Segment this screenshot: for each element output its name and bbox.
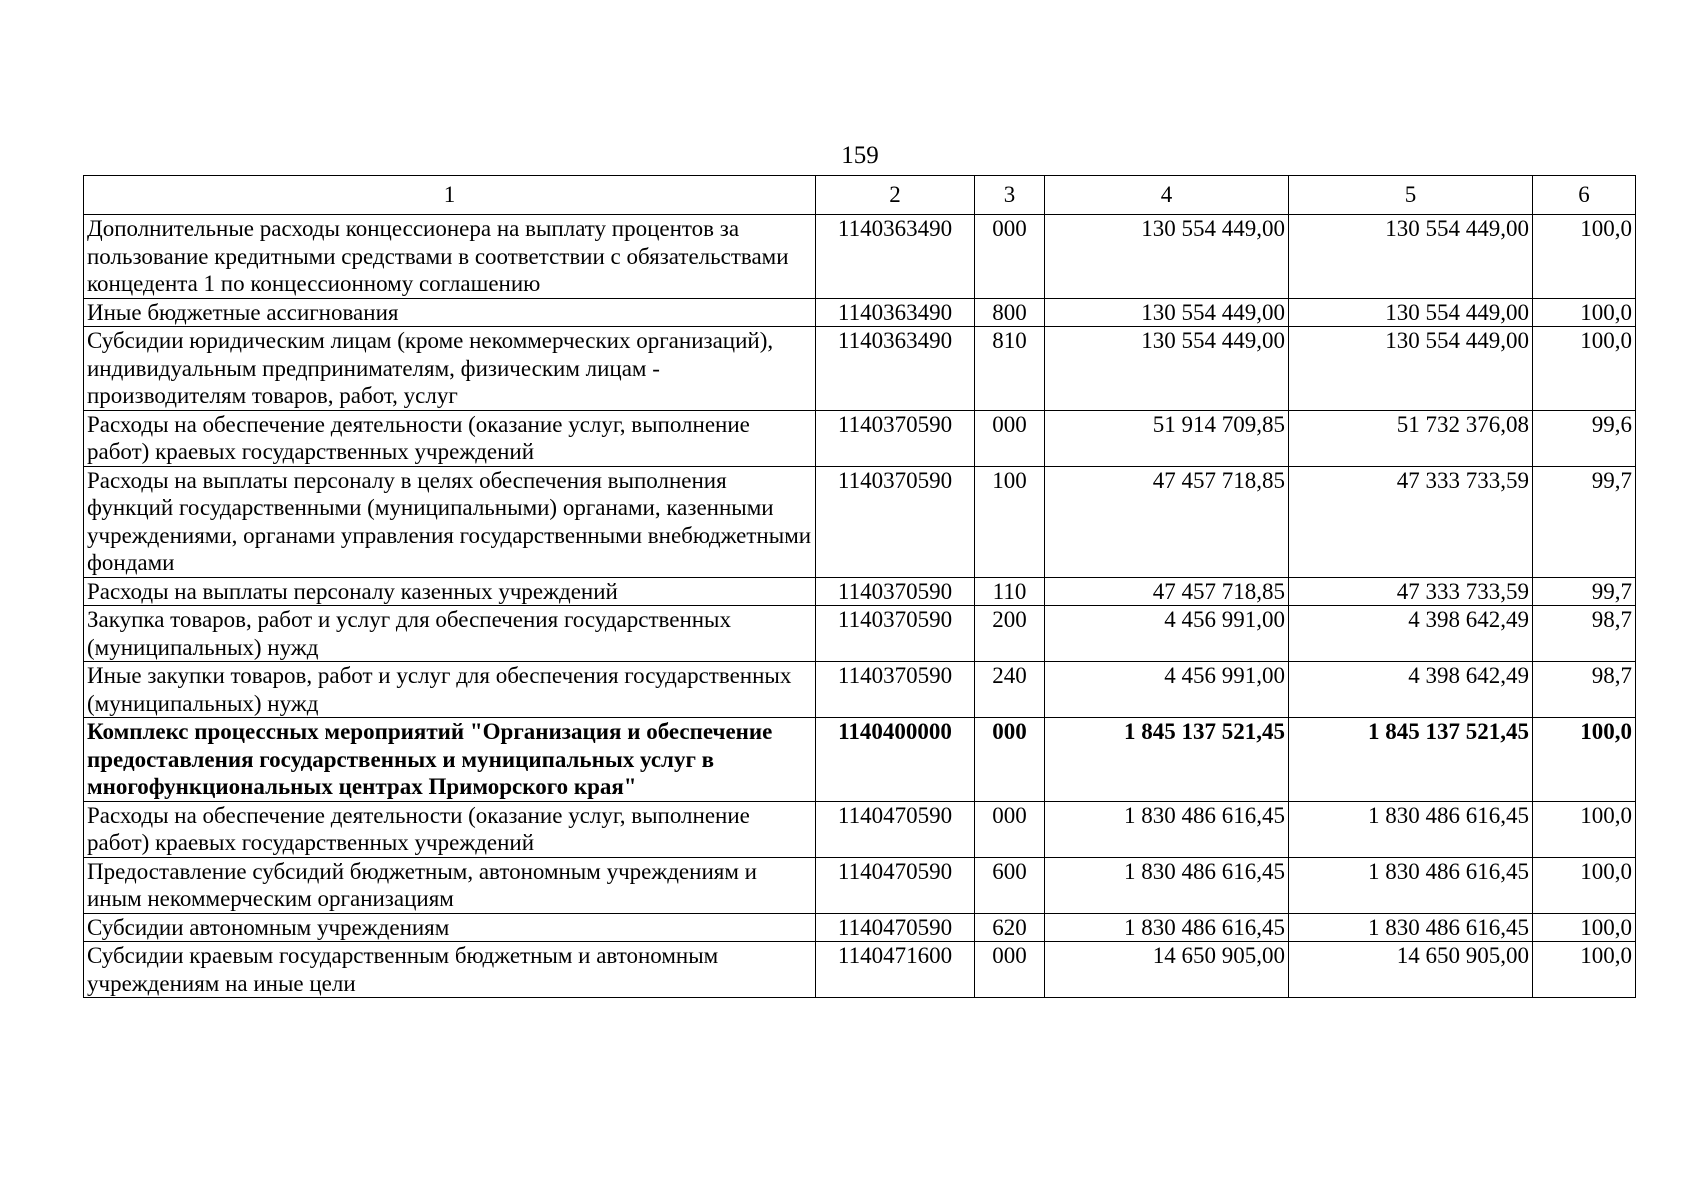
row-type-cell: 000 — [975, 942, 1045, 998]
row-code-cell: 1140470590 — [816, 913, 975, 942]
row-type-cell: 000 — [975, 215, 1045, 299]
row-fact-cell: 130 554 449,00 — [1289, 215, 1533, 299]
row-code-cell: 1140370590 — [816, 606, 975, 662]
table-row — [84, 942, 1636, 998]
row-code-cell: 1140363490 — [816, 327, 975, 411]
row-type-cell: 110 — [975, 577, 1045, 606]
row-percent-cell: 99,7 — [1533, 577, 1636, 606]
row-percent-cell: 99,7 — [1533, 466, 1636, 577]
row-percent-cell: 98,7 — [1533, 606, 1636, 662]
row-percent-cell: 99,6 — [1533, 410, 1636, 466]
row-name-cell: Субсидии автономным учреждениям — [84, 913, 816, 942]
row-name-cell: Дополнительные расходы концессионера на выплату процентов за пользование кредитными средствами в соответствии с обязательствами концедента 1 по концессионному соглашению — [84, 215, 816, 299]
row-type-cell: 000 — [975, 718, 1045, 802]
row-type-cell: 000 — [975, 801, 1045, 857]
header-cell: 6 — [1533, 176, 1636, 215]
budget-table — [83, 175, 1636, 998]
row-code-cell: 1140471600 — [816, 942, 975, 998]
header-cell: 2 — [816, 176, 975, 215]
table-header-row — [84, 176, 1636, 215]
table-body — [84, 215, 1636, 998]
row-type-cell: 200 — [975, 606, 1045, 662]
table-row — [84, 801, 1636, 857]
header-cell: 3 — [975, 176, 1045, 215]
row-code-cell: 1140470590 — [816, 801, 975, 857]
row-code-cell: 1140370590 — [816, 662, 975, 718]
row-name-cell: Иные бюджетные ассигнования — [84, 298, 816, 327]
row-percent-cell: 100,0 — [1533, 327, 1636, 411]
row-percent-cell: 100,0 — [1533, 913, 1636, 942]
row-plan-cell: 47 457 718,85 — [1045, 577, 1289, 606]
row-name-cell: Субсидии юридическим лицам (кроме некоммерческих организаций), индивидуальным предпринимателям, физическим лицам - производителям товаров, работ, услуг — [84, 327, 816, 411]
row-plan-cell: 51 914 709,85 — [1045, 410, 1289, 466]
row-name-cell: Расходы на выплаты персоналу в целях обеспечения выполнения функций государственными (муниципальными) органами, казенными учреждениями, органами управления государственными внебюджетными фондами — [84, 466, 816, 577]
row-fact-cell: 1 845 137 521,45 — [1289, 718, 1533, 802]
row-plan-cell: 130 554 449,00 — [1045, 327, 1289, 411]
row-fact-cell: 1 830 486 616,45 — [1289, 913, 1533, 942]
table-row — [84, 466, 1636, 577]
row-fact-cell: 47 333 733,59 — [1289, 577, 1533, 606]
table-row — [84, 857, 1636, 913]
row-plan-cell: 1 830 486 616,45 — [1045, 913, 1289, 942]
row-name-cell: Закупка товаров, работ и услуг для обеспечения государственных (муниципальных) нужд — [84, 606, 816, 662]
row-fact-cell: 4 398 642,49 — [1289, 662, 1533, 718]
row-fact-cell: 1 830 486 616,45 — [1289, 857, 1533, 913]
header-cell: 4 — [1045, 176, 1289, 215]
row-name-cell: Расходы на обеспечение деятельности (оказание услуг, выполнение работ) краевых государственных учреждений — [84, 801, 816, 857]
row-fact-cell: 4 398 642,49 — [1289, 606, 1533, 662]
table-row — [84, 606, 1636, 662]
row-code-cell: 1140363490 — [816, 215, 975, 299]
row-percent-cell: 100,0 — [1533, 801, 1636, 857]
row-name-cell: Предоставление субсидий бюджетным, автономным учреждениям и иным некоммерческим организациям — [84, 857, 816, 913]
row-percent-cell: 98,7 — [1533, 662, 1636, 718]
table-row — [84, 913, 1636, 942]
row-name-cell: Комплекс процессных мероприятий "Организация и обеспечение предоставления государственных и муниципальных услуг в многофункциональных центрах Приморского края" — [84, 718, 816, 802]
row-code-cell: 1140370590 — [816, 577, 975, 606]
row-code-cell: 1140370590 — [816, 410, 975, 466]
table-row — [84, 718, 1636, 802]
row-plan-cell: 47 457 718,85 — [1045, 466, 1289, 577]
table-row — [84, 662, 1636, 718]
table-row — [84, 577, 1636, 606]
row-plan-cell: 130 554 449,00 — [1045, 215, 1289, 299]
row-type-cell: 800 — [975, 298, 1045, 327]
row-plan-cell: 4 456 991,00 — [1045, 606, 1289, 662]
row-code-cell: 1140363490 — [816, 298, 975, 327]
row-name-cell: Расходы на обеспечение деятельности (оказание услуг, выполнение работ) краевых государственных учреждений — [84, 410, 816, 466]
row-percent-cell: 100,0 — [1533, 857, 1636, 913]
row-fact-cell: 47 333 733,59 — [1289, 466, 1533, 577]
row-plan-cell: 130 554 449,00 — [1045, 298, 1289, 327]
row-name-cell: Субсидии краевым государственным бюджетным и автономным учреждениям на иные цели — [84, 942, 816, 998]
table-row — [84, 215, 1636, 299]
row-type-cell: 600 — [975, 857, 1045, 913]
row-plan-cell: 4 456 991,00 — [1045, 662, 1289, 718]
row-type-cell: 240 — [975, 662, 1045, 718]
row-code-cell: 1140470590 — [816, 857, 975, 913]
row-percent-cell: 100,0 — [1533, 942, 1636, 998]
row-percent-cell: 100,0 — [1533, 718, 1636, 802]
row-code-cell: 1140370590 — [816, 466, 975, 577]
row-fact-cell: 1 830 486 616,45 — [1289, 801, 1533, 857]
row-plan-cell: 1 830 486 616,45 — [1045, 801, 1289, 857]
row-type-cell: 100 — [975, 466, 1045, 577]
row-fact-cell: 14 650 905,00 — [1289, 942, 1533, 998]
row-plan-cell: 14 650 905,00 — [1045, 942, 1289, 998]
row-percent-cell: 100,0 — [1533, 298, 1636, 327]
table-row — [84, 298, 1636, 327]
row-fact-cell: 130 554 449,00 — [1289, 327, 1533, 411]
table-row — [84, 410, 1636, 466]
header-cell: 1 — [84, 176, 816, 215]
row-plan-cell: 1 845 137 521,45 — [1045, 718, 1289, 802]
row-percent-cell: 100,0 — [1533, 215, 1636, 299]
row-name-cell: Иные закупки товаров, работ и услуг для обеспечения государственных (муниципальных) нужд — [84, 662, 816, 718]
page-number: 159 — [841, 142, 879, 169]
row-fact-cell: 51 732 376,08 — [1289, 410, 1533, 466]
row-type-cell: 000 — [975, 410, 1045, 466]
row-name-cell: Расходы на выплаты персоналу казенных учреждений — [84, 577, 816, 606]
table-row — [84, 327, 1636, 411]
header-cell: 5 — [1289, 176, 1533, 215]
row-fact-cell: 130 554 449,00 — [1289, 298, 1533, 327]
row-plan-cell: 1 830 486 616,45 — [1045, 857, 1289, 913]
row-type-cell: 810 — [975, 327, 1045, 411]
row-code-cell: 1140400000 — [816, 718, 975, 802]
row-type-cell: 620 — [975, 913, 1045, 942]
